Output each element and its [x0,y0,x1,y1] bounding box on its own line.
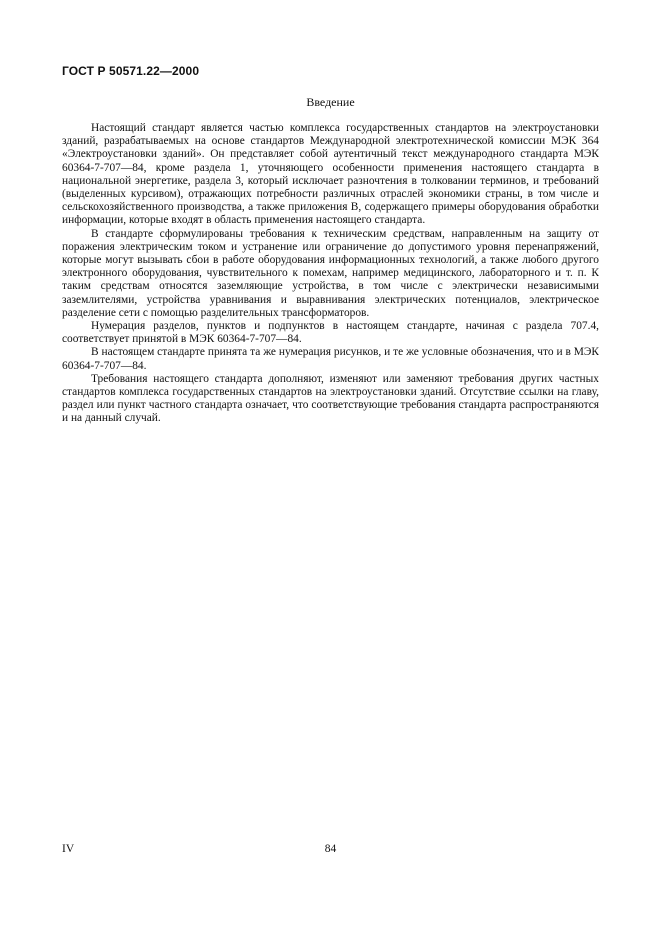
page-number: 84 [324,843,337,855]
paragraph: Требования настоящего стандарта дополняют, изменяют или заменяют требования других частных стандартов комплекса государственных стандартов на электроустановки зданий. Отсутствие ссылки на главу, раздел или пункт частного стандарта означает, что соответствующие требования стандарта распространяются и на данный случай. [62,372,599,425]
footer-roman-numeral: IV [62,843,75,855]
paragraph: В стандарте сформулированы требования к техническим средствам, направленным на защиту от поражения электрическим током и устранение или ограничение до допустимого уровня перенапряжений, которые могут вызывать сбои в работе оборудования информационных технологий, а также любого другого электронного оборудования, чувствительного к помехам, например медицинского, лабораторного и т. п. К таким средствам относятся заземляющие устройства, в том числе с электрически независимыми заземлителями, устройства уравнивания и выравнивания электрических потенциалов, электрическое разделение сети с помощью разделительных трансформаторов. [62,227,599,319]
body-text [62,122,599,426]
document-code-header: ГОСТ Р 50571.22—2000 [62,64,200,78]
paragraph: В настоящем стандарте принята та же нумерация рисунков, и те же условные обозначения, что и в МЭК 60364-7-707—84. [62,346,599,372]
paragraph: Нумерация разделов, пунктов и подпунктов в настоящем стандарте, начиная с раздела 707.4, соответствует принятой в МЭК 60364-7-707—84. [62,320,599,346]
section-title: Введение [306,95,355,109]
paragraph: Настоящий стандарт является частью комплекса государственных стандартов на электроустановки зданий, разрабатываемых на основе стандартов Международной электротехнической комиссии МЭК 364 «Электроустановки зданий». Он представляет собой аутентичный текст международного стандарта МЭК 60364-7-707—84, кроме раздела 1, уточняющего особенности применения настоящего стандарта в национальной энергетике, раздела 3, который исключает разночтения в толковании терминов, и требований (выделенных курсивом), отражающих потребности различных отраслей экономики страны, в том числе и сельскохозяйственного производства, а также приложения В, содержащего примеры оборудования обработки информации, которые входят в область применения настоящего стандарта. [62,122,599,227]
